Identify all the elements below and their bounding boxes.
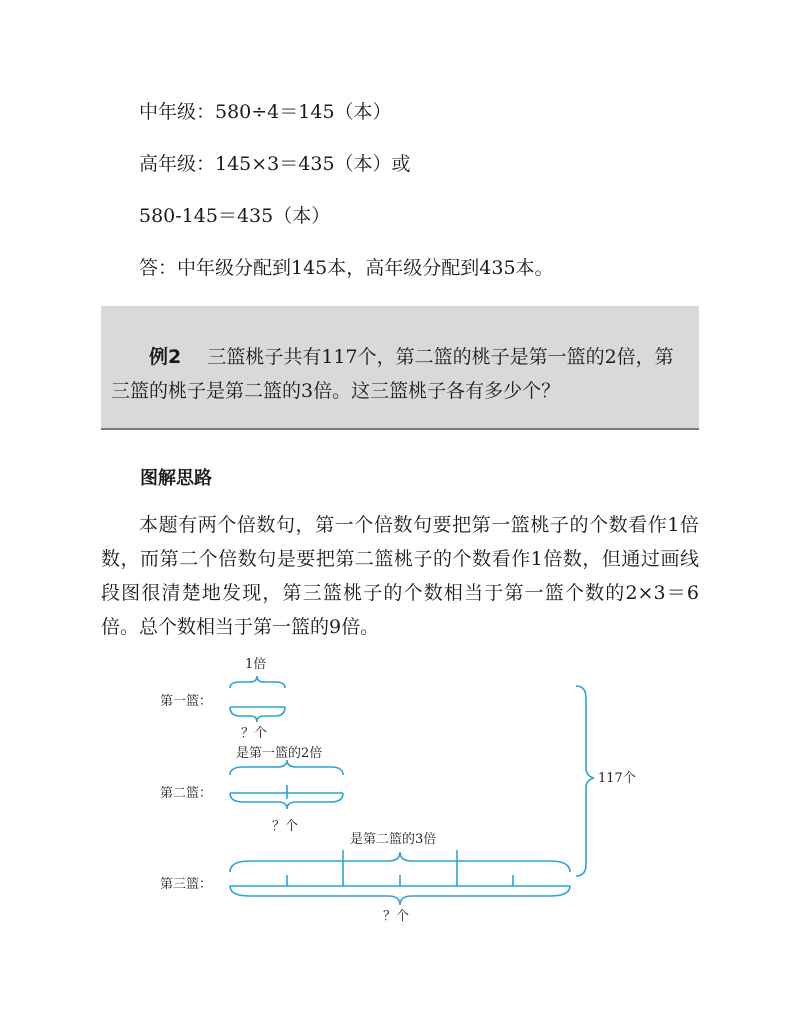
solution-line-3: 580-145＝435（本） [139,205,331,227]
section-heading: 图解思路 [140,468,212,489]
explanation-text: 本题有两个倍数句，第一个倍数句要把第一篮桃子的个数看作1倍数，而第二个倍数句是要把第二篮桃子的个数看作1倍数，但通过画线段图很清楚地发现，第三篮桃子的个数相当于第一篮个数的2×3＝6倍。总个数相当于第一篮的9倍。 [101,514,699,638]
basket2-label: 第二篮： [160,786,213,801]
line-segment-diagram [0,640,800,940]
example-text-1: 三篮桃子共有117个，第二篮的桃子是第一篮的2倍，第 [207,346,674,368]
diagram-lines [230,676,594,905]
basket2-top-label: 是第一篮的2倍 [236,746,323,761]
solution-line-1: 中年级：580÷4＝145（本） [139,101,392,123]
basket2-top-brace [230,760,343,775]
basket1-top-label: 1倍 [245,657,267,672]
basket1-bottom-label: ？个 [241,726,268,741]
basket1-top-brace [230,676,285,688]
basket1-bottom-brace [230,707,285,722]
basket3-top-brace [230,852,570,872]
example-text-2: 三篮的桃子是第二篮的3倍。这三篮桃子各有多少个？ [111,380,561,402]
solution-line-2: 高年级：145×3＝435（本）或 [139,153,411,175]
basket3-label: 第三篮： [160,877,213,892]
basket1-label: 第一篮： [160,694,213,709]
example-box [101,306,699,430]
explanation-paragraph [101,508,699,644]
answer-line: 答：中年级分配到145本，高年级分配到435本。 [139,257,554,279]
basket3-bottom-label: ？个 [383,909,410,924]
example-label: 例2 [149,346,182,368]
basket3-top-label: 是第二篮的3倍 [350,832,437,847]
basket3-bottom-brace [230,886,570,905]
total-brace [576,686,594,876]
example-line-1 [149,342,674,369]
total-label: 117个 [598,771,636,786]
basket2-bottom-label: ？个 [272,819,299,834]
